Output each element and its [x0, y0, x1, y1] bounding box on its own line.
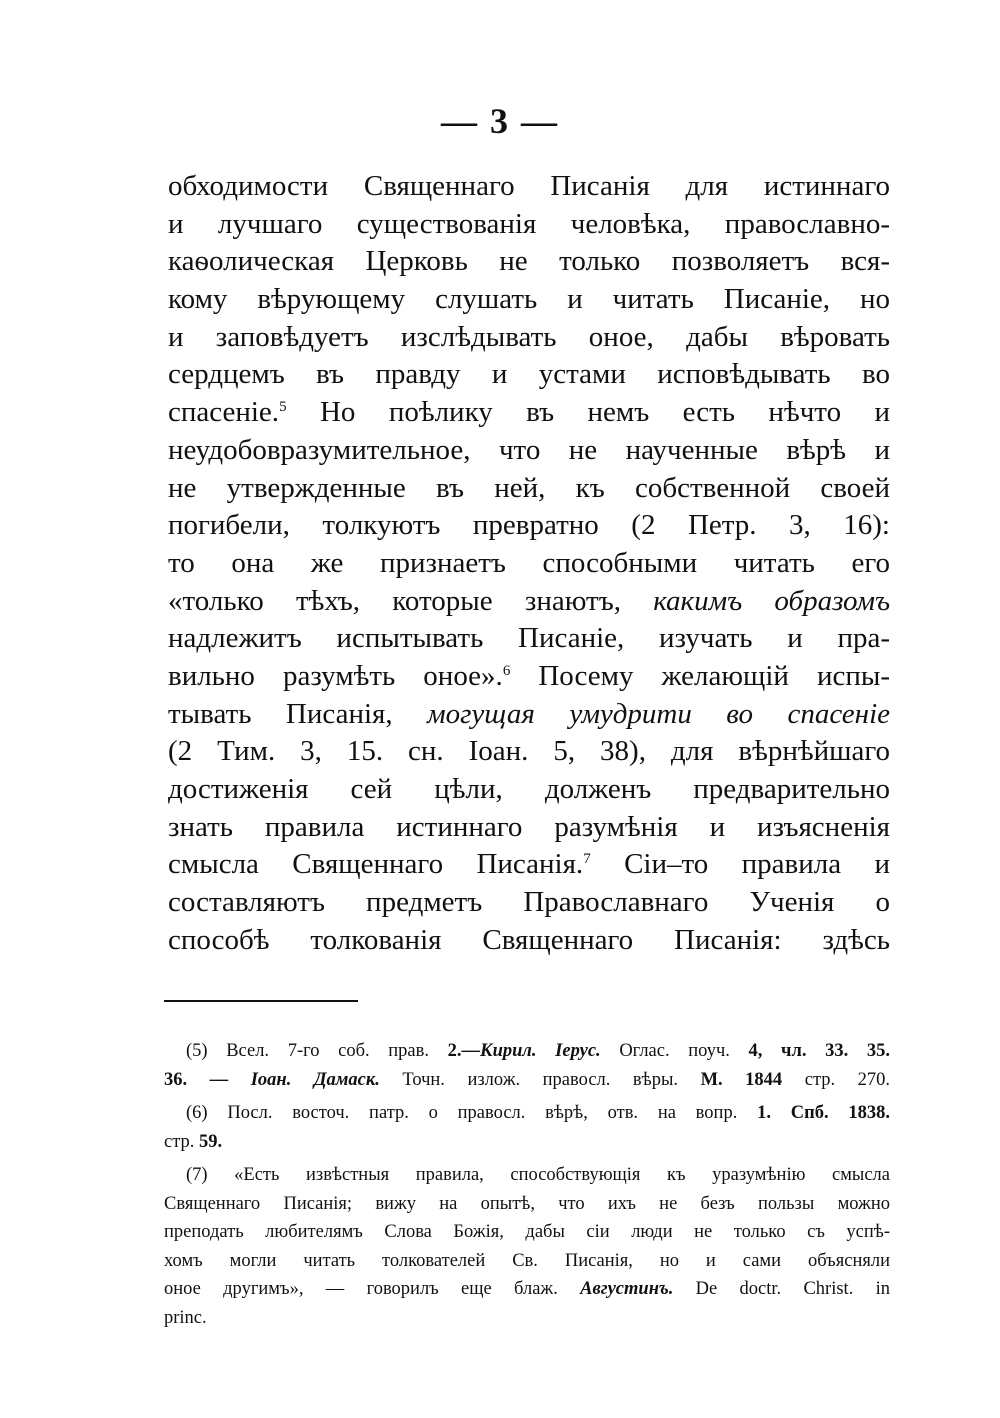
text-line	[168, 583, 890, 621]
fn-text: De doctr. Christ. in	[695, 1279, 891, 1299]
text-fragment: «только тѣхъ, которые знаютъ,	[168, 584, 621, 617]
italic-phrase: могущая умудрити во спасеніе	[427, 697, 890, 730]
fn-bold: 4, чл. 33. 35.	[748, 1041, 891, 1061]
fn-text: Точн. излож. правосл. вѣры.	[402, 1069, 679, 1090]
text-fragment: Сіи–то правила и	[624, 848, 890, 881]
fn-text: (5) Всел. 7-го соб. прав.	[186, 1041, 430, 1061]
fn-bold: 2.—	[447, 1041, 481, 1061]
text-line: каѳолическая Церковь не только позволяетъ вся-	[168, 245, 890, 278]
text-line: надлежитъ испытывать Писаніе, изучать и пра-	[168, 622, 890, 655]
fn-author: Августинъ.	[580, 1279, 674, 1299]
footnote-7-line: хомъ могли читать толкователей Св. Писанія, но и сами объясняли	[164, 1250, 890, 1271]
fn-bold: 1. Спб. 1838.	[757, 1103, 891, 1123]
text-fragment: тывать Писанія,	[168, 697, 393, 730]
footnote-6-line	[164, 1128, 890, 1157]
text-fragment: спасеніе.	[168, 396, 280, 429]
text-line	[168, 696, 890, 734]
fn-text: оное другимъ», — говорилъ еще блаж.	[164, 1279, 558, 1299]
text-line: погибели, толкуютъ превратно (2 Петр. 3, 16):	[168, 509, 890, 542]
text-fragment: вильно разумѣть оное».	[168, 659, 503, 692]
footnote-ref-7[interactable]: 7	[583, 851, 591, 868]
footnote-7-line	[164, 1275, 890, 1304]
text-line	[168, 658, 890, 696]
footnote-7-line: princ.	[164, 1307, 207, 1328]
fn-author: Кирил. Іерус.	[480, 1041, 601, 1061]
text-line: знать правила истиннаго разумѣнія и изъясненія	[168, 810, 890, 843]
text-line: кому вѣрующему слушать и читать Писаніе, но	[168, 283, 890, 316]
footnote-ref-6[interactable]: 6	[502, 662, 511, 679]
text-fragment: Посему желающій испы-	[538, 659, 891, 692]
fn-text: Оглас. поуч.	[619, 1041, 730, 1061]
text-line: достиженія сей цѣли, долженъ предварительно	[168, 773, 890, 805]
text-line: неудобовразумительное, что не наученные вѣрѣ и	[168, 433, 890, 466]
footnote-7-line: Священнаго Писанія; вижу на опытѣ, что ихъ не безъ пользы можно	[164, 1193, 890, 1214]
fn-bold: М. 1844	[700, 1069, 783, 1090]
footnotes	[164, 1037, 890, 1332]
text-line: и заповѣдуетъ изслѣдывать оное, дабы вѣровать	[168, 320, 890, 353]
text-line: и лучшаго существованія человѣка, православно-	[168, 207, 890, 240]
fn-text: стр. 270.	[804, 1069, 891, 1090]
text-line	[168, 846, 890, 884]
footnote-7-line: преподать любителямъ Слова Божія, дабы сіи люди не только съ успѣ-	[164, 1222, 890, 1242]
text-line: (2 Тим. 3, 15. сн. Іоан. 5, 38), для вѣрнѣйшаго	[168, 735, 890, 768]
body-text	[168, 168, 890, 959]
footnote-5-line	[164, 1037, 890, 1066]
page-number: — 3 —	[441, 101, 559, 141]
text-line	[168, 394, 890, 432]
fn-text: (6) Посл. восточ. патр. о правосл. вѣрѣ, отв. на вопр.	[186, 1103, 738, 1123]
footnote-ref-5[interactable]: 5	[279, 399, 287, 416]
text-line: то она же признаетъ способными читать его	[168, 546, 890, 579]
fn-text: стр.	[164, 1131, 195, 1152]
text-fragment: смысла Священнаго Писанія.	[168, 848, 584, 881]
text-line: обходимости Священнаго Писанія для истиннаго	[168, 170, 890, 202]
footnote-divider	[164, 1000, 358, 1002]
fn-bold: 36. —	[164, 1069, 229, 1090]
footnote-6-line	[164, 1099, 890, 1128]
text-line: сердцемъ въ правду и устами исповѣдывать во	[168, 358, 890, 391]
fn-bold: 59.	[199, 1131, 223, 1152]
text-fragment: Но поѣлику въ немъ есть нѣчто и	[319, 396, 891, 429]
italic-phrase: какимъ образомъ	[653, 584, 891, 617]
footnote-7-line: (7) «Есть извѣстныя правила, способствующія къ уразумѣнію смысла	[186, 1165, 890, 1185]
text-line: способѣ толкованія Священнаго Писанія: здѣсь	[168, 923, 890, 956]
text-line: составляютъ предметъ Православнаго Ученія о	[168, 886, 890, 919]
text-line: не утвержденные въ ней, къ собственной своей	[168, 471, 890, 504]
footnote-5-line	[164, 1066, 890, 1095]
fn-author: Іоан. Дамаск.	[250, 1069, 380, 1090]
